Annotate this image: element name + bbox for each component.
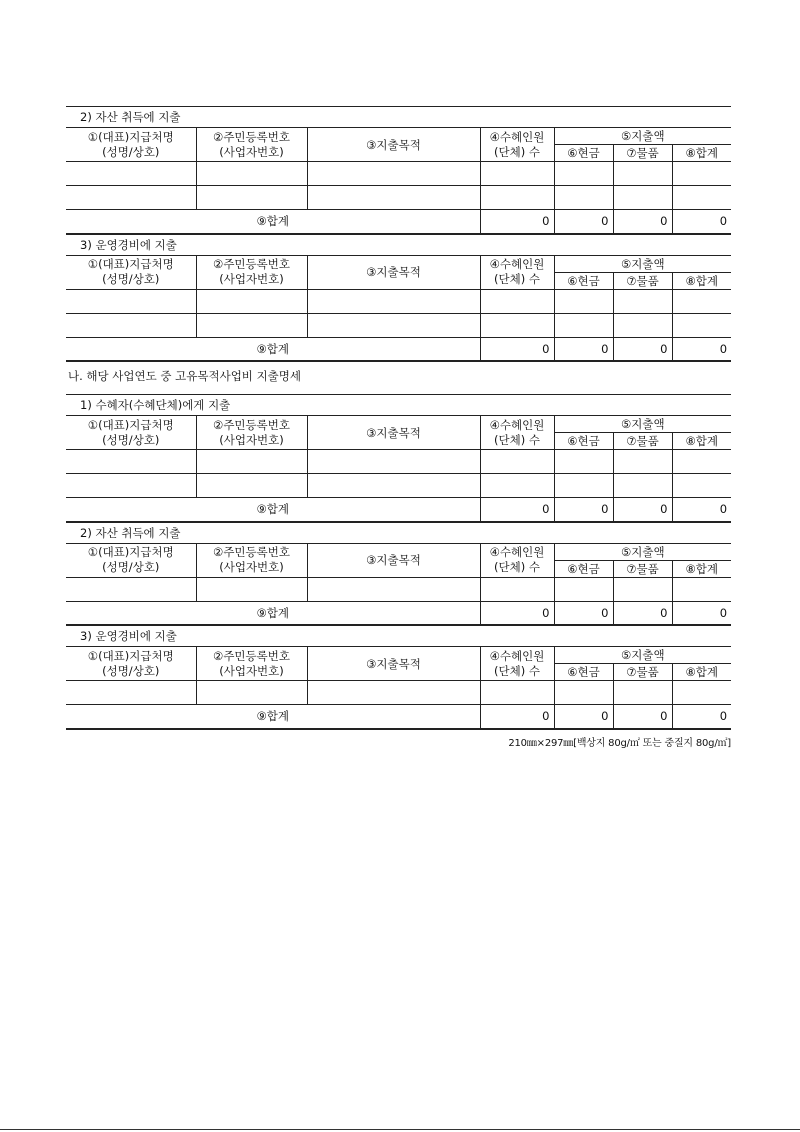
sum-label: ⑨합계 <box>66 601 480 625</box>
sum-label: ⑨합계 <box>66 705 480 729</box>
table-cell[interactable] <box>307 577 480 601</box>
table-cell[interactable] <box>613 474 672 498</box>
table-cell[interactable] <box>554 313 613 337</box>
goods-header: ⑦물품 <box>613 272 672 289</box>
section-title: 3) 운영경비에 지출 <box>80 629 177 643</box>
table-row <box>66 186 731 210</box>
table-cell[interactable] <box>196 474 307 498</box>
section-title: 2) 자산 취득에 지출 <box>80 110 181 124</box>
table-cell[interactable] <box>480 313 554 337</box>
table-cell[interactable] <box>66 289 196 313</box>
table-row <box>66 450 731 474</box>
table-cell[interactable] <box>554 474 613 498</box>
sum-goods: 0 <box>613 210 672 234</box>
table-cell[interactable] <box>66 681 196 705</box>
table-cell[interactable] <box>196 289 307 313</box>
table-cell[interactable] <box>613 289 672 313</box>
sum-row <box>66 705 731 729</box>
sum-label: ⑨합계 <box>66 210 480 234</box>
amount-header: ⑤지출액 <box>554 416 731 433</box>
table-cell[interactable] <box>307 474 480 498</box>
sum-cash: 0 <box>554 601 613 625</box>
sum-goods: 0 <box>613 601 672 625</box>
payee-header: ①(대표)지급처명 (성명/상호) <box>66 128 196 162</box>
table-cell[interactable] <box>66 162 196 186</box>
form-page <box>66 106 731 749</box>
expense-table <box>66 543 731 627</box>
beneficiaries-header: ④수혜인원 (단체) 수 <box>480 647 554 681</box>
sum-total: 0 <box>672 601 731 625</box>
beneficiaries-header: ④수혜인원 (단체) 수 <box>480 543 554 577</box>
cash-header: ⑥현금 <box>554 664 613 681</box>
sum-goods: 0 <box>613 705 672 729</box>
amount-header: ⑤지출액 <box>554 128 731 145</box>
table-cell[interactable] <box>66 474 196 498</box>
sum-beneficiaries: 0 <box>480 498 554 522</box>
sum-beneficiaries: 0 <box>480 337 554 361</box>
sum-total: 0 <box>672 210 731 234</box>
goods-header: ⑦물품 <box>613 560 672 577</box>
cash-header: ⑥현금 <box>554 433 613 450</box>
expense-table <box>66 255 731 363</box>
sum-cash: 0 <box>554 498 613 522</box>
table-row <box>66 289 731 313</box>
table-cell[interactable] <box>554 577 613 601</box>
table-cell[interactable] <box>480 577 554 601</box>
sum-row <box>66 601 731 625</box>
sum-row <box>66 498 731 522</box>
sum-row <box>66 337 731 361</box>
table-cell[interactable] <box>307 313 480 337</box>
table-cell[interactable] <box>66 450 196 474</box>
expense-table <box>66 415 731 523</box>
table-cell[interactable] <box>554 162 613 186</box>
table-cell[interactable] <box>554 186 613 210</box>
total-header: ⑧합계 <box>672 664 731 681</box>
regno-header: ②주민등록번호 (사업자번호) <box>196 543 307 577</box>
regno-header: ②주민등록번호 (사업자번호) <box>196 416 307 450</box>
regno-header: ②주민등록번호 (사업자번호) <box>196 128 307 162</box>
table-cell[interactable] <box>613 450 672 474</box>
table-cell[interactable] <box>196 162 307 186</box>
sum-goods: 0 <box>613 498 672 522</box>
table-cell[interactable] <box>672 450 731 474</box>
regno-header: ②주민등록번호 (사업자번호) <box>196 255 307 289</box>
purpose-header: ③지출목적 <box>307 255 480 289</box>
table-cell[interactable] <box>196 577 307 601</box>
goods-header: ⑦물품 <box>613 145 672 162</box>
sum-row <box>66 210 731 234</box>
regno-header: ②주민등록번호 (사업자번호) <box>196 647 307 681</box>
goods-header: ⑦물품 <box>613 664 672 681</box>
table-cell[interactable] <box>672 289 731 313</box>
table-cell[interactable] <box>307 186 480 210</box>
table-cell[interactable] <box>480 681 554 705</box>
table-row <box>66 681 731 705</box>
table-cell[interactable] <box>480 474 554 498</box>
table-row <box>66 577 731 601</box>
page-bottom-rule <box>0 1129 800 1130</box>
purpose-header: ③지출목적 <box>307 128 480 162</box>
sum-cash: 0 <box>554 210 613 234</box>
table-cell[interactable] <box>480 186 554 210</box>
cash-header: ⑥현금 <box>554 272 613 289</box>
sum-goods: 0 <box>613 337 672 361</box>
payee-header: ①(대표)지급처명 (성명/상호) <box>66 416 196 450</box>
table-cell[interactable] <box>554 289 613 313</box>
table-cell[interactable] <box>480 289 554 313</box>
table-cell[interactable] <box>613 313 672 337</box>
table-cell[interactable] <box>307 681 480 705</box>
table-cell[interactable] <box>613 577 672 601</box>
paper-spec-footnote: 210㎜×297㎜[백상지 80g/㎡ 또는 중질지 80g/㎡] <box>508 737 731 749</box>
table-cell[interactable] <box>672 313 731 337</box>
sum-total: 0 <box>672 337 731 361</box>
table-cell[interactable] <box>196 450 307 474</box>
table-cell[interactable] <box>554 681 613 705</box>
table-cell[interactable] <box>613 186 672 210</box>
table-cell[interactable] <box>672 474 731 498</box>
sum-cash: 0 <box>554 337 613 361</box>
payee-header: ①(대표)지급처명 (성명/상호) <box>66 255 196 289</box>
amount-header: ⑤지출액 <box>554 255 731 272</box>
amount-header: ⑤지출액 <box>554 647 731 664</box>
section-title: 2) 자산 취득에 지출 <box>80 525 181 540</box>
purpose-header: ③지출목적 <box>307 416 480 450</box>
sum-total: 0 <box>672 705 731 729</box>
sum-total: 0 <box>672 498 731 522</box>
table-cell[interactable] <box>554 450 613 474</box>
expense-table <box>66 646 731 730</box>
table-cell[interactable] <box>196 681 307 705</box>
sum-cash: 0 <box>554 705 613 729</box>
table-cell[interactable] <box>613 162 672 186</box>
sum-beneficiaries: 0 <box>480 601 554 625</box>
sum-label: ⑨합계 <box>66 337 480 361</box>
total-header: ⑧합계 <box>672 560 731 577</box>
beneficiaries-header: ④수혜인원 (단체) 수 <box>480 128 554 162</box>
purpose-header: ③지출목적 <box>307 543 480 577</box>
total-header: ⑧합계 <box>672 145 731 162</box>
expense-table <box>66 127 731 235</box>
sum-beneficiaries: 0 <box>480 210 554 234</box>
table-cell[interactable] <box>480 162 554 186</box>
table-row <box>66 313 731 337</box>
table-row <box>66 162 731 186</box>
table-cell[interactable] <box>196 186 307 210</box>
table-cell[interactable] <box>672 577 731 601</box>
table-cell[interactable] <box>307 289 480 313</box>
table-cell[interactable] <box>307 450 480 474</box>
sum-label: ⑨합계 <box>66 498 480 522</box>
table-cell[interactable] <box>672 162 731 186</box>
beneficiaries-header: ④수혜인원 (단체) 수 <box>480 416 554 450</box>
table-cell[interactable] <box>672 186 731 210</box>
amount-header: ⑤지출액 <box>554 543 731 560</box>
section-title: 3) 운영경비에 지출 <box>80 237 177 252</box>
goods-header: ⑦물품 <box>613 433 672 450</box>
payee-header: ①(대표)지급처명 (성명/상호) <box>66 543 196 577</box>
purpose-header: ③지출목적 <box>307 647 480 681</box>
section-title: 1) 수혜자(수혜단체)에게 지출 <box>80 398 231 412</box>
table-cell[interactable] <box>66 577 196 601</box>
table-cell[interactable] <box>480 450 554 474</box>
payee-header: ①(대표)지급처명 (성명/상호) <box>66 647 196 681</box>
total-header: ⑧합계 <box>672 433 731 450</box>
table-row <box>66 474 731 498</box>
total-header: ⑧합계 <box>672 272 731 289</box>
part-title: 나. 해당 사업연도 중 고유목적사업비 지출명세 <box>68 369 302 383</box>
table-cell[interactable] <box>66 186 196 210</box>
table-cell[interactable] <box>672 681 731 705</box>
table-cell[interactable] <box>307 162 480 186</box>
sum-beneficiaries: 0 <box>480 705 554 729</box>
beneficiaries-header: ④수혜인원 (단체) 수 <box>480 255 554 289</box>
table-cell[interactable] <box>613 681 672 705</box>
table-cell[interactable] <box>196 313 307 337</box>
cash-header: ⑥현금 <box>554 560 613 577</box>
cash-header: ⑥현금 <box>554 145 613 162</box>
table-cell[interactable] <box>66 313 196 337</box>
